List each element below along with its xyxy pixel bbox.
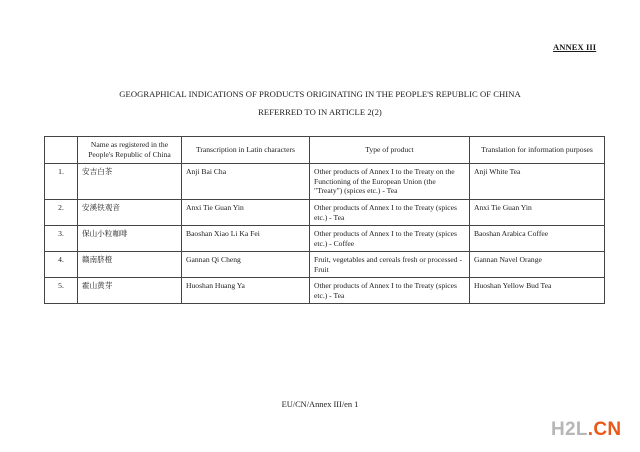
geographical-indications-table: [44, 136, 605, 304]
header-name: Name as registered in the People's Republic of China: [78, 137, 182, 164]
page-footer: EU/CN/Annex III/en 1: [281, 400, 359, 409]
row-translation: Anxi Tie Guan Yin: [470, 200, 605, 226]
document-subtitle: REFERRED TO IN ARTICLE 2(2): [258, 107, 382, 117]
watermark-accent: .CN: [587, 419, 622, 440]
table-header-row: [45, 137, 605, 164]
row-product-type: Other products of Annex I to the Treaty (spices etc.) - Tea: [310, 200, 470, 226]
row-product-type: Fruit, vegetables and cereals fresh or processed - Fruit: [310, 252, 470, 278]
row-product-type: Other products of Annex I to the Treaty (spices etc.) - Coffee: [310, 226, 470, 252]
row-transcription: Huoshan Huang Ya: [182, 278, 310, 304]
row-chinese-name: 安溪铁观音: [78, 200, 182, 226]
row-chinese-name: 赣南脐橙: [78, 252, 182, 278]
table-row: [45, 278, 605, 304]
row-chinese-name: 霍山黄芽: [78, 278, 182, 304]
row-number: 5.: [45, 278, 78, 304]
row-chinese-name: 保山小粒咖啡: [78, 226, 182, 252]
header-type: Type of product: [310, 137, 470, 164]
table-row: [45, 200, 605, 226]
row-transcription: Gannan Qi Cheng: [182, 252, 310, 278]
row-number: 1.: [45, 164, 78, 200]
annex-label: ANNEX III: [553, 42, 597, 52]
row-product-type: Other products of Annex I to the Treaty on the Functioning of the European Union (the "Treaty") (spices etc.) - Tea: [310, 164, 470, 200]
row-translation: Gannan Navel Orange: [470, 252, 605, 278]
row-transcription: Anxi Tie Guan Yin: [182, 200, 310, 226]
row-number: 3.: [45, 226, 78, 252]
row-transcription: Anji Bai Cha: [182, 164, 310, 200]
table-row: [45, 226, 605, 252]
row-translation: Huoshan Yellow Bud Tea: [470, 278, 605, 304]
watermark-main: H2L: [551, 419, 588, 440]
header-translation: Translation for information purposes: [470, 137, 605, 164]
table-row: [45, 164, 605, 200]
row-chinese-name: 安吉白茶: [78, 164, 182, 200]
header-transcription: Transcription in Latin characters: [182, 137, 310, 164]
row-number: 2.: [45, 200, 78, 226]
row-translation: Baoshan Arabica Coffee: [470, 226, 605, 252]
row-translation: Anji White Tea: [470, 164, 605, 200]
row-transcription: Baoshan Xiao Li Ka Fei: [182, 226, 310, 252]
document-title: GEOGRAPHICAL INDICATIONS OF PRODUCTS ORIGINATING IN THE PEOPLE'S REPUBLIC OF CHINA: [119, 89, 521, 99]
header-number: [45, 137, 78, 164]
table-row: [45, 252, 605, 278]
row-product-type: Other products of Annex I to the Treaty (spices etc.) - Tea: [310, 278, 470, 304]
row-number: 4.: [45, 252, 78, 278]
watermark-logo: [551, 420, 621, 440]
